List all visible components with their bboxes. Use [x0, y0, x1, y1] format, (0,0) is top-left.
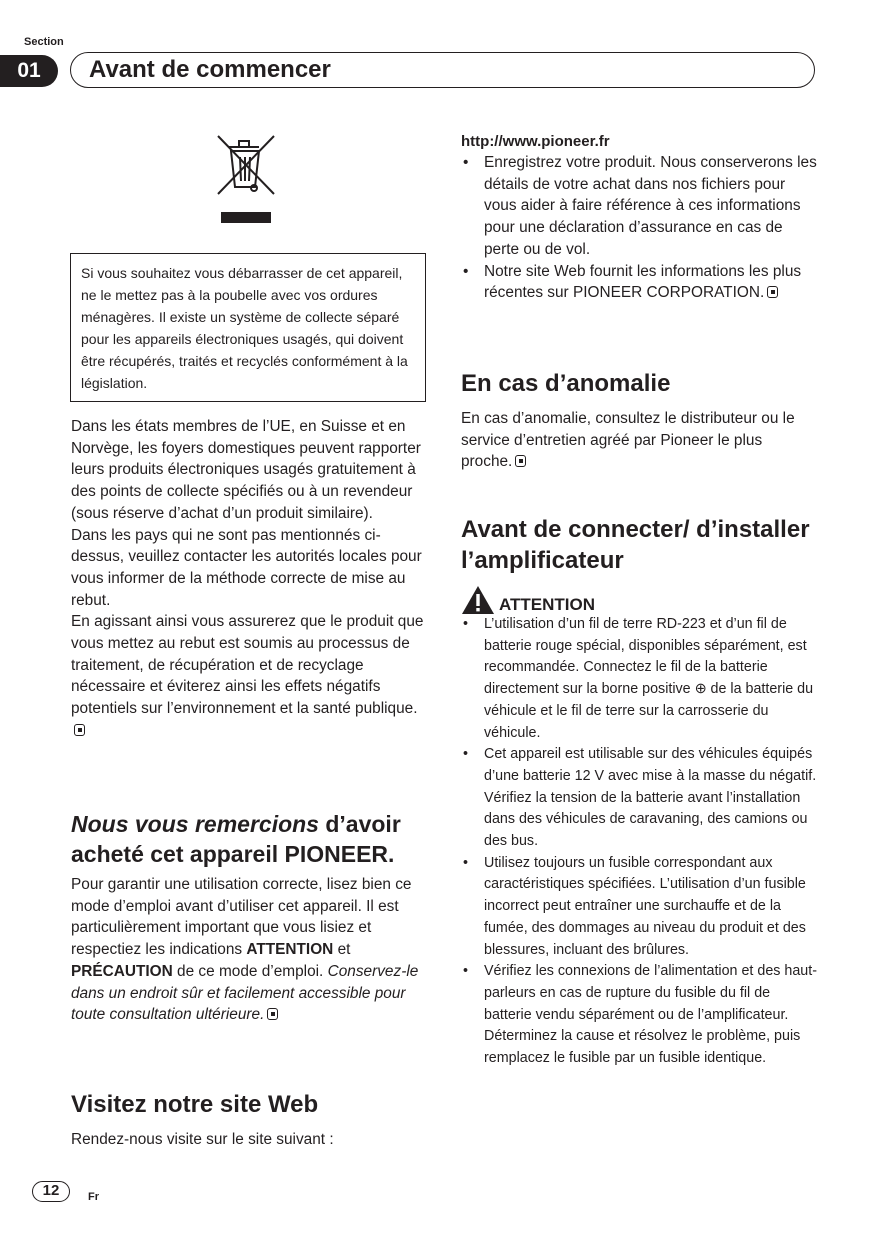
section-number: 01: [0, 55, 58, 87]
connect-heading: Avant de connecter/ d’installer l’amplificateur: [461, 516, 810, 574]
disposal-text: [71, 416, 427, 742]
website-url[interactable]: http://www.pioneer.fr: [461, 133, 610, 150]
thanks-heading: Nous vous remercions d’avoir acheté cet appareil PIONEER.: [71, 811, 401, 867]
disposal-paragraph-effects: En agissant ainsi vous assurerez que le produit que vous mettez au rebut est soumis au processus de traitement, de récupération et de recyclage nécessaire et éviterez ainsi les effets négatifs potentiels sur l’environnement et la santé publique.: [71, 611, 427, 741]
end-mark-icon: [515, 455, 526, 467]
visit-heading: Visitez notre site Web: [71, 1091, 319, 1118]
disposal-notice-box: Si vous souhaitez vous débarrasser de cet appareil, ne le mettez pas à la poubelle avec vos ordures ménagères. Il existe un système de collecte séparé pour les appareils électroniques usagés, qui doivent être récupérés, traités et recyclés conformément à la législation.: [70, 253, 426, 402]
list-item: • Notre site Web fournit les informations les plus récentes sur PIONEER CORPORATION.: [461, 261, 817, 304]
end-mark-icon: [767, 286, 778, 298]
list-item: • Enregistrez votre produit. Nous conserverons les détails de votre achat dans nos fichiers pour vous aider à faire référence à ces informations pour une déclaration d’assurance en cas de perte ou de vol.: [461, 152, 817, 261]
disposal-paragraph-other: Dans les pays qui ne sont pas mentionnés ci-dessus, veuillez contacter les autorités locales pour vous informer de la méthode correcte de mise au rebut.: [71, 526, 422, 609]
section-label: Section: [24, 36, 64, 48]
attention-label: ATTENTION: [499, 595, 596, 614]
anomaly-heading: En cas d’anomalie: [461, 370, 671, 397]
website-bullet-list: [461, 152, 817, 304]
end-mark-icon: [74, 724, 85, 736]
list-item: • Cet appareil est utilisable sur des véhicules équipés d’une batterie 12 V avec mise à la masse du négatif. Vérifiez la tension de la batterie avant l’installation dans des véhicules de caravaning, des camions ou des bus.: [461, 744, 817, 853]
list-item: • L’utilisation d’un fil de terre RD-223 et d’un fil de batterie rouge spécial, disponibles séparément, est recommandée. Connectez le fil de la batterie directement sur la borne positive ⊕ de la batterie du véhicule et le fil de terre sur la carrosserie du véhicule.: [461, 614, 817, 744]
disposal-paragraph-eu: Dans les états membres de l’UE, en Suisse et en Norvège, les foyers domestiques peuvent rapporter leurs produits électroniques usagés gratuitement à des points de collecte spécifiés ou à un revendeur (sous réserve d’achat d’un produit similaire).: [71, 418, 421, 522]
list-item: • Vérifiez les connexions de l’alimentation et des haut-parleurs en cas de rupture du fusible du fil de batterie vendu séparément ou de l’amplificateur. Déterminez la cause et résolvez le problème, puis remplacez le fusible par un fusible identique.: [461, 961, 817, 1070]
page-number: 12: [32, 1181, 70, 1202]
anomaly-text: En cas d’anomalie, consultez le distributeur ou le service d’entretien agréé par Pioneer le plus proche.: [461, 410, 795, 471]
language-label: Fr: [88, 1191, 99, 1203]
attention-bullet-list: [461, 614, 817, 1070]
attention-heading: [461, 583, 595, 615]
weee-bin-icon: [213, 133, 279, 223]
visit-text: Rendez-nous visite sur le site suivant :: [71, 1131, 334, 1148]
thanks-paragraph: Pour garantir une utilisation correcte, lisez bien ce mode d’emploi avant d’utiliser cet appareil. Il est particulièrement important que vous lisiez et respectiez les indications ATTENTION et PRÉCAUTION de ce mode d’emploi. Conservez-le dans un endroit sûr et facilement accessible pour toute consultation ultérieure.: [71, 876, 419, 1024]
list-item: • Utilisez toujours un fusible correspondant aux caractéristiques spécifiées. L’utilisation d’un fusible incorrect peut entraîner une surchauffe et de la fumée, des dommages au niveau du produit et des blessures, incluant des brûlures.: [461, 853, 817, 962]
end-mark-icon: [267, 1008, 278, 1020]
page-title: Avant de commencer: [70, 52, 815, 88]
warning-icon: [461, 585, 495, 615]
